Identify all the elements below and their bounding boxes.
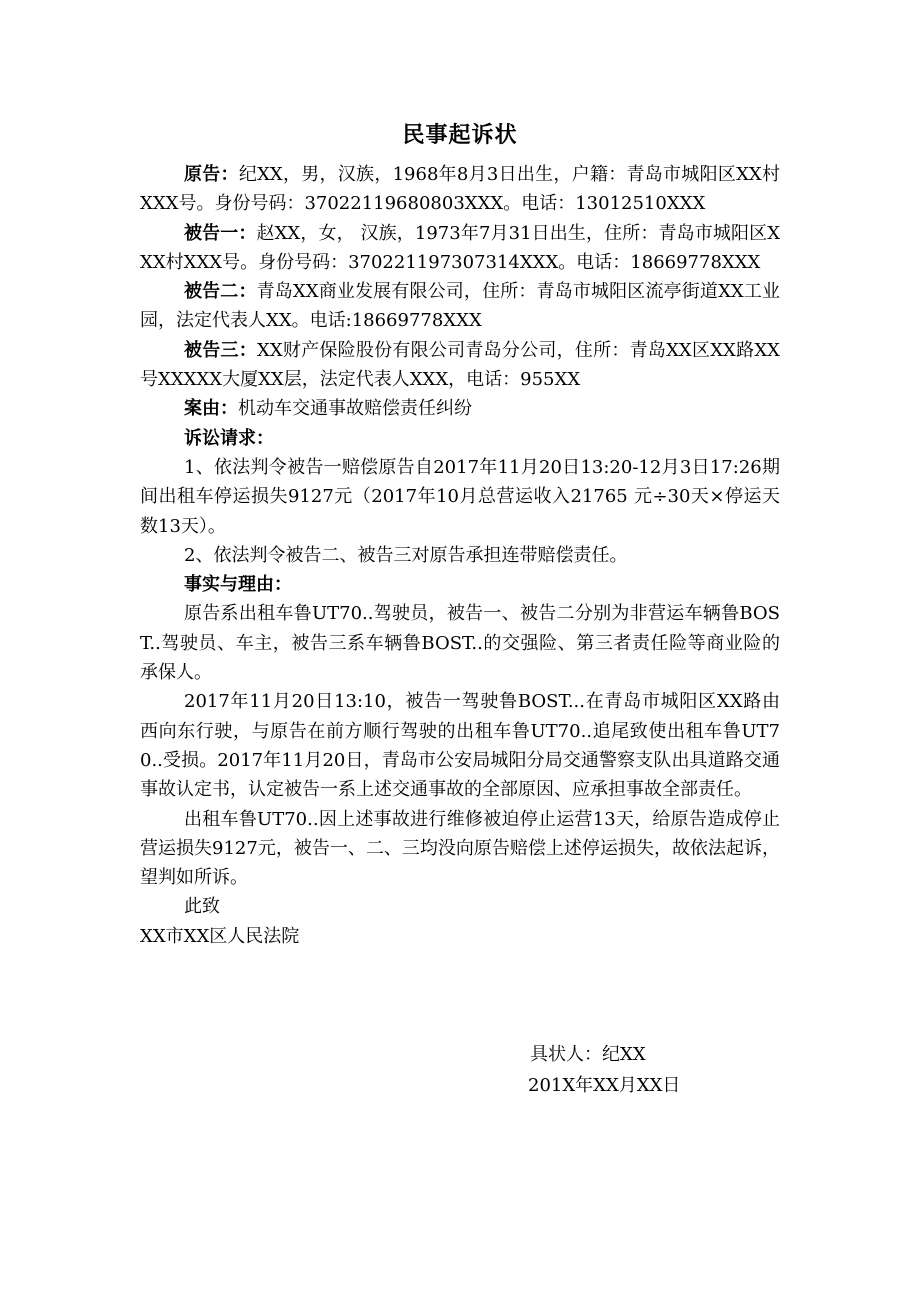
defendant3-text: XX财产保险股份有限公司青岛分公司，住所：青岛XX区XX路XX号XXXXX大厦XX层，法定代表人XXX，电话：955XX <box>140 339 780 391</box>
plaintiff-label: 原告： <box>184 164 239 185</box>
document-body <box>140 160 780 951</box>
defendant1-text: 赵XX，女， 汉族，1973年7月31日出生，住所：青岛市城阳区XXX村XXX号。身份号码：370221197307314XXX。电话：18669778XXX <box>140 222 781 273</box>
plaintiff-text: 纪XX，男，汉族，1968年8月3日出生，户籍：青岛市城阳区XX村XXX号。身份号码：37022119680803XXX。电话：13012510XXX <box>140 164 781 215</box>
signer-line: 具状人：纪XX <box>530 1044 646 1065</box>
defendant3-paragraph <box>140 336 780 395</box>
facts-label: 事实与理由： <box>184 574 292 596</box>
facts-paragraph: 2017年11月20日13:10，被告一驾驶鲁BOST...在青岛市城阳区XX路由西向东行驶，与原告在前方顺行驾驶的出租车鲁UT70..追尾致使出租车鲁UT70..受损。2017年11月20日，青岛市公安局城阳分局交通警察支队出具道路交通事故认定书，认定被告一系上述交通事故的全部原因、应承担事故全部责任。 <box>140 691 780 801</box>
defendant1-label: 被告一： <box>184 222 257 244</box>
cause-paragraph <box>140 394 780 423</box>
cause-label: 案由： <box>184 398 238 420</box>
cause-text: 机动车交通事故赔偿责任纠纷 <box>238 398 472 420</box>
defendant2-paragraph <box>140 277 780 336</box>
claims-label: 诉讼请求： <box>184 427 274 449</box>
defendant3-label: 被告三： <box>184 339 257 361</box>
claim-item: 1、依法判令被告一赔偿原告自2017年11月20日13:20-12月3日17:26期间出租车停运损失9127元（2017年10月总营运收入21765 元÷30天×停运天数13天）。 <box>140 456 780 537</box>
document-title: 民事起诉状 <box>402 122 518 148</box>
facts-heading <box>140 570 780 599</box>
defendant2-text: 青岛XX商业发展有限公司，住所：青岛市城阳区流亭街道XX工业园，法定代表人XX。电话:18669778XXX <box>140 281 781 332</box>
facts-paragraph: 出租车鲁UT70..因上述事故进行维修被迫停止运营13天，给原告造成停止营运损失9127元，被告一、二、三均没向原告赔偿上述停运损失，故依法起诉，望判如所诉。 <box>140 808 780 889</box>
claims-heading <box>140 424 780 453</box>
facts-paragraph: 原告系出租车鲁UT70..驾驶员，被告一、被告二分别为非营运车辆鲁BOST..驾驶员、车主，被告三系车辆鲁BOST..的交强险、第三者责任险等商业险的承保人。 <box>140 603 780 684</box>
court-name: XX市XX区人民法院 <box>140 925 300 947</box>
defendant1-paragraph <box>140 219 780 278</box>
date-line: 201X年XX月XX日 <box>528 1075 681 1096</box>
closing-line: 此致 <box>184 896 220 918</box>
plaintiff-paragraph <box>140 160 780 219</box>
defendant2-label: 被告二： <box>184 281 257 303</box>
claim-item: 2、依法判令被告二、被告三对原告承担连带赔偿责任。 <box>184 544 628 566</box>
